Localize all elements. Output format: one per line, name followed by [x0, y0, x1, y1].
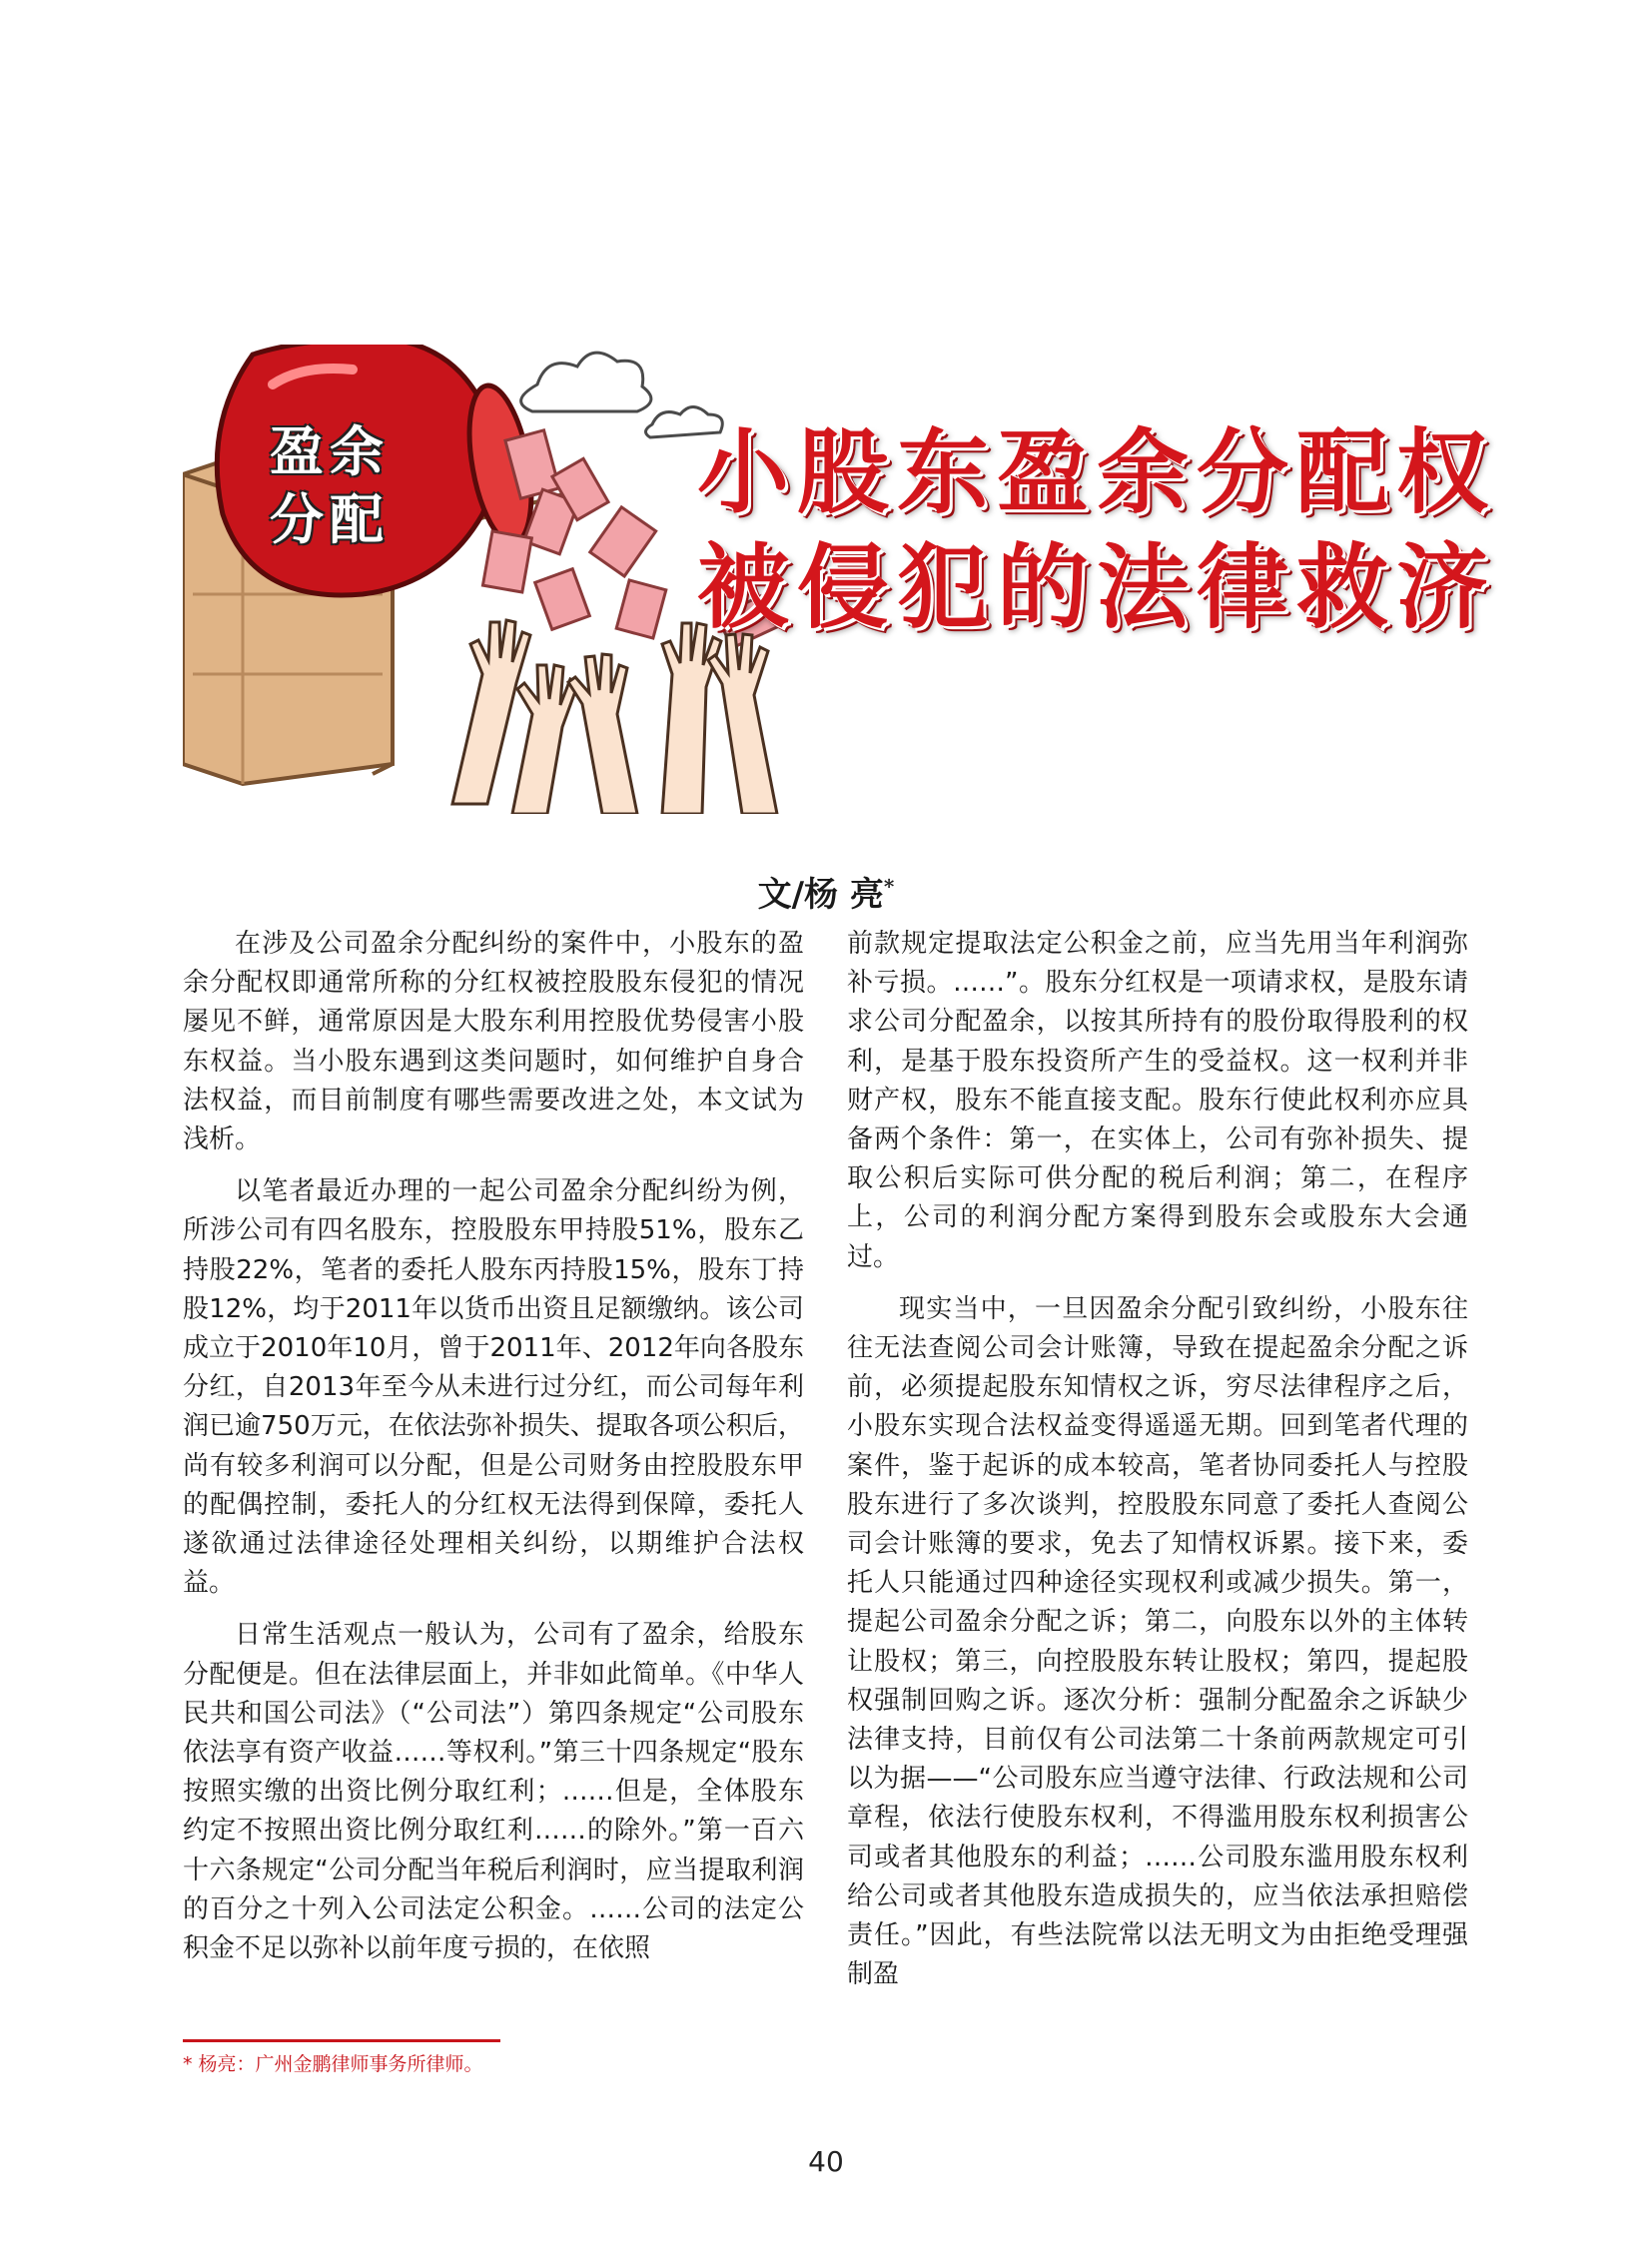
footnote-divider — [183, 2039, 500, 2042]
footnote: * 杨亮：广州金鹏律师事务所律师。 — [183, 2053, 483, 2075]
article-column-right — [847, 925, 1468, 2007]
jar-label-line2: 分配 — [270, 488, 390, 551]
jar-label-line1: 盈余 — [270, 420, 390, 483]
page-number: 40 — [808, 2145, 844, 2178]
cloud-icon — [521, 353, 723, 437]
article-column-left — [183, 925, 804, 1981]
paragraph: 日常生活观点一般认为，公司有了盈余，给股东分配便是。但在法律层面上，并非如此简单。《中华人民共和国公司法》（“公司法”）第四条规定“公司股东依法享有资产收益……等权利。”第三十四条规定“股东按照实缴的出资比例分取红利；……但是，全体股东约定不按照出资比例分取红利……的除外。”第一百六十六条规定“公司分配当年税后利润时，应当提取利润的百分之十列入公司法定公积金。……公司的法定公积金不足以弥补以前年度亏损的，在依照 — [183, 1620, 804, 1964]
paragraph: 前款规定提取法定公积金之前，应当先用当年利润弥补亏损。……”。股东分红权是一项请求权，是股东请求公司分配盈余，以按其所持有的股份取得股利的权利，是基于股东投资所产生的受益权。这一权利并非财产权，股东不能直接支配。股东行使此权利亦应具备两个条件：第一，在实体上，公司有弥补损失、提取公积后实际可供分配的税后利润；第二，在程序上，公司的利润分配方案得到股东会或股东大会通过。 — [847, 929, 1468, 1272]
byline — [0, 867, 1652, 916]
article-title-line2: 被侵犯的法律救济 — [697, 534, 1497, 641]
paragraph: 在涉及公司盈余分配纠纷的案件中，小股东的盈余分配权即通常所称的分红权被控股股东侵犯的情况屡见不鲜，通常原因是大股东利用控股优势侵害小股东权益。当小股东遇到这类问题时，如何维护自身合法权益，而目前制度有哪些需要改进之处，本文试为浅析。 — [183, 929, 804, 1155]
paragraph: 以笔者最近办理的一起公司盈余分配纠纷为例，所涉公司有四名股东，控股股东甲持股51%，股东乙持股22%，笔者的委托人股东丙持股15%，股东丁持股12%，均于2011年以货币出资且足额缴纳。该公司成立于2010年10月，曾于2011年、2012年向各股东分红，自2013年至今从未进行过分红，而公司每年利润已逾750万元，在依法弥补损失、提取各项公积后，尚有较多利润可以分配，但是公司财务由控股股东甲的配偶控制，委托人的分红权无法得到保障，委托人遂欲通过法律途径处理相关纠纷，以期维护合法权益。 — [183, 1176, 804, 1599]
paragraph: 现实当中，一旦因盈余分配引致纠纷，小股东往往无法查阅公司会计账簿，导致在提起盈余分配之诉前，必须提起股东知情权之诉，穷尽法律程序之后，小股东实现合法权益变得遥遥无期。回到笔者代理的案件，鉴于起诉的成本较高，笔者协同委托人与控股股东进行了多次谈判，控股股东同意了委托人查阅公司会计账簿的要求，免去了知情权诉累。接下来，委托人只能通过四种途径实现权利或减少损失。第一，提起公司盈余分配之诉；第二，向股东以外的主体转让股权；第三，向控股股东转让股权；第四，提起股权强制回购之诉。逐次分析：强制分配盈余之诉缺少法律支持，目前仅有公司法第二十条前两款规定可引以为据——“公司股东应当遵守法律、行政法规和公司章程，依法行使股东权利，不得滥用股东权利损害公司或者其他股东的利益；……公司股东滥用股东权利给公司或者其他股东造成损失的，应当依法承担赔偿责任。”因此，有些法院常以法无明文为由拒绝受理强制盈 — [847, 1293, 1468, 1990]
reaching-hands-icon — [452, 620, 777, 814]
byline-text: 文/杨 亮 — [757, 875, 884, 915]
byline-footnote-mark: * — [883, 874, 895, 899]
article-title-line1: 小股东盈余分配权 — [697, 419, 1497, 526]
